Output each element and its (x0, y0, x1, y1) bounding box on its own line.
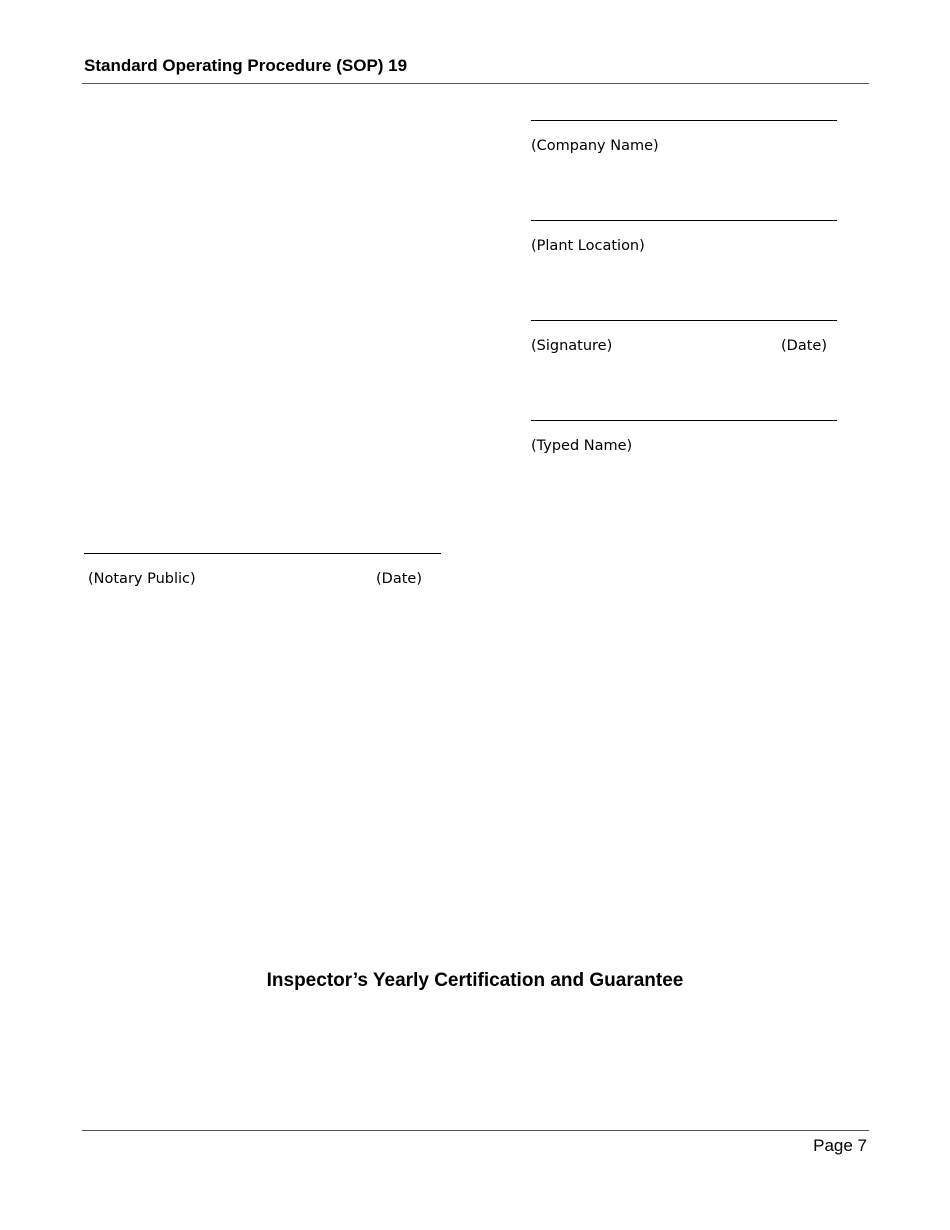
footer-divider (82, 1130, 869, 1131)
company-name-label: (Company Name) (531, 138, 659, 154)
company-name-line (531, 120, 837, 121)
plant-location-line (531, 220, 837, 221)
typed-name-label: (Typed Name) (531, 438, 633, 454)
signature-label: (Signature) (531, 338, 613, 354)
signature-date-label: (Date) (781, 338, 827, 354)
certification-title: Inspector’s Yearly Certification and Guarantee (266, 970, 684, 991)
typed-name-line (531, 420, 837, 421)
notary-public-label: (Notary Public) (88, 571, 196, 587)
header-divider (82, 83, 869, 84)
page-number: Page 7 (813, 1136, 867, 1155)
notary-date-label: (Date) (376, 571, 422, 587)
document-header-title: Standard Operating Procedure (SOP) 19 (84, 56, 408, 75)
plant-location-label: (Plant Location) (531, 238, 645, 254)
notary-line (84, 553, 441, 554)
signature-line (531, 320, 837, 321)
